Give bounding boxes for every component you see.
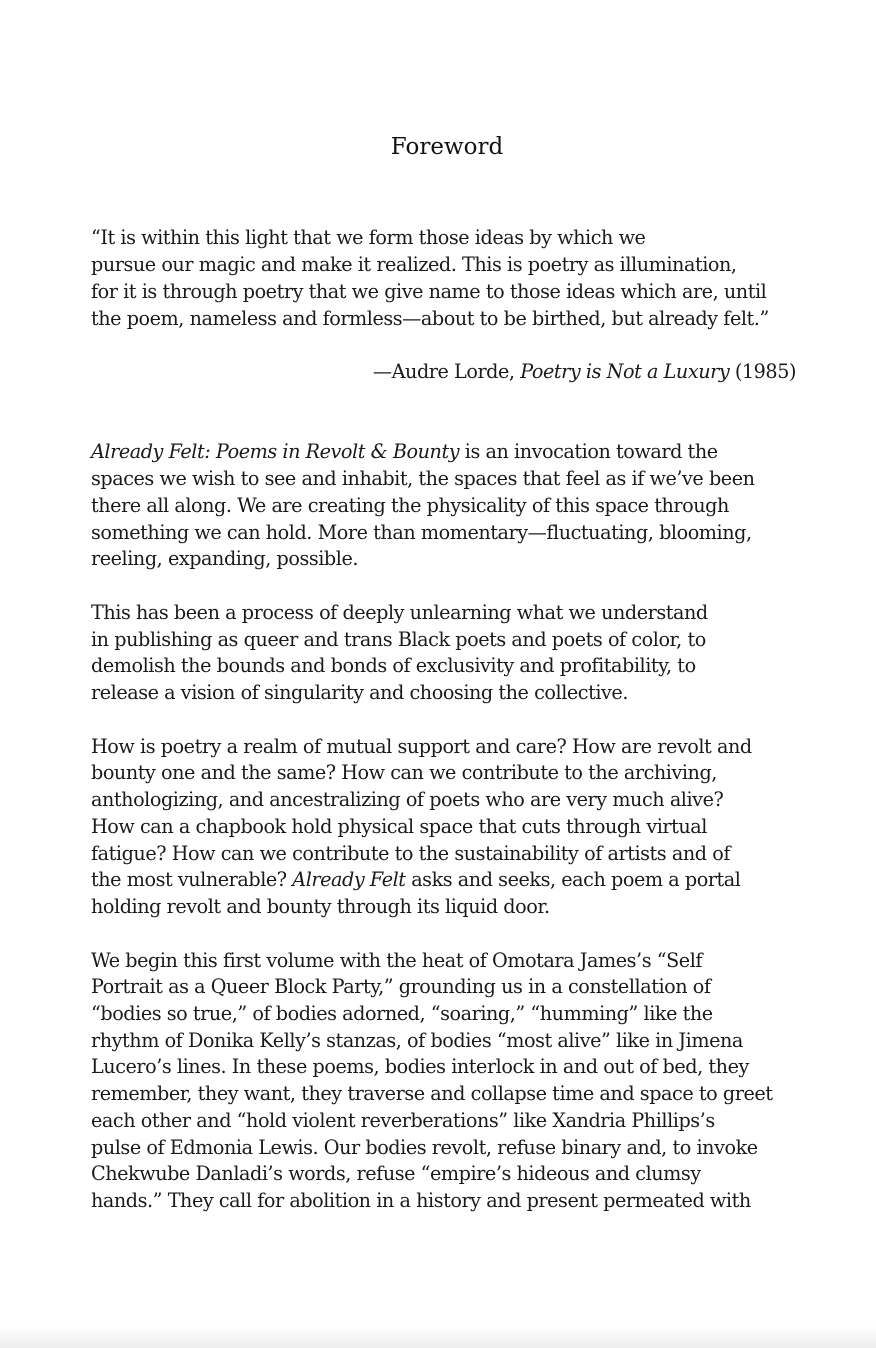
epigraph-line: for it is through poetry that we give name to those ideas which are, until [91,280,767,303]
paragraph-line: rhythm of Donika Kelly’s stanzas, of bodies “most alive” like in Jimena [91,1029,743,1052]
paragraph-line: bounty one and the same? How can we contribute to the archiving, [91,761,717,784]
paragraph-line: Portrait as a Queer Block Party,” grounding us in a constellation of [91,975,711,998]
attribution-author: —Audre Lorde, [372,360,521,383]
paragraph-line: This has been a process of deeply unlearning what we understand [91,601,708,624]
paragraph-line [91,867,740,893]
paragraph-text: is an invocation toward the [459,440,718,463]
paragraph-line: “bodies so true,” of bodies adorned, “soaring,” “humming” like the [91,1002,713,1025]
paragraph-line [91,439,718,465]
paragraph-line: spaces we wish to see and inhabit, the spaces that feel as if we’ve been [91,467,755,490]
book-title: Already Felt [292,868,406,891]
paragraph-line: hands.” They call for abolition in a history and present permeated with [91,1189,751,1212]
paragraph-line: holding revolt and bounty through its liquid door. [91,895,550,918]
paragraph-line: fatigue? How can we contribute to the sustainability of artists and of [91,842,730,865]
paragraph-text: asks and seeks, each poem a portal [405,868,741,891]
paragraph-line: each other and “hold violent reverberations” like Xandria Phillips’s [91,1109,715,1132]
paragraph-line: anthologizing, and ancestralizing of poets who are very much alive? [91,788,724,811]
paragraph-line: We begin this first volume with the heat of Omotara James’s “Self [91,949,703,972]
page-title: Foreword [390,134,504,160]
page-bottom-edge [0,1326,876,1348]
epigraph-line: “It is within this light that we form those ideas by which we [91,226,646,249]
paragraph-line: How is poetry a realm of mutual support and care? How are revolt and [91,735,752,758]
epigraph-line: pursue our magic and make it realized. This is poetry as illumination, [91,253,737,276]
paragraph-text: the most vulnerable? [91,868,293,891]
paragraph-line: How can a chapbook hold physical space that cuts through virtual [91,815,707,838]
book-title: Already Felt: Poems in Revolt & Bounty [91,440,460,463]
paragraph-line: remember, they want, they traverse and collapse time and space to greet [91,1082,773,1105]
attribution-work-title: Poetry is Not a Luxury [520,360,730,383]
attribution-year: (1985) [729,360,796,383]
paragraph-line: Chekwube Danladi’s words, refuse “empire’s hideous and clumsy [91,1162,701,1185]
paragraph-line: there all along. We are creating the physicality of this space through [91,494,729,517]
epigraph-attribution [373,359,796,385]
paragraph-line: in publishing as queer and trans Black poets and poets of color, to [91,628,706,651]
paragraph-line: pulse of Edmonia Lewis. Our bodies revolt, refuse binary and, to invoke [91,1136,758,1159]
paragraph-line: release a vision of singularity and choosing the collective. [91,681,628,704]
paragraph-line: something we can hold. More than momentary—fluctuating, blooming, [91,521,752,544]
paragraph-line: Lucero’s lines. In these poems, bodies interlock in and out of bed, they [91,1055,749,1078]
paragraph-line: reeling, expanding, possible. [91,547,358,570]
epigraph-line: the poem, nameless and formless—about to be birthed, but already felt.” [91,307,769,330]
paragraph-line: demolish the bounds and bonds of exclusivity and profitability, to [91,654,696,677]
